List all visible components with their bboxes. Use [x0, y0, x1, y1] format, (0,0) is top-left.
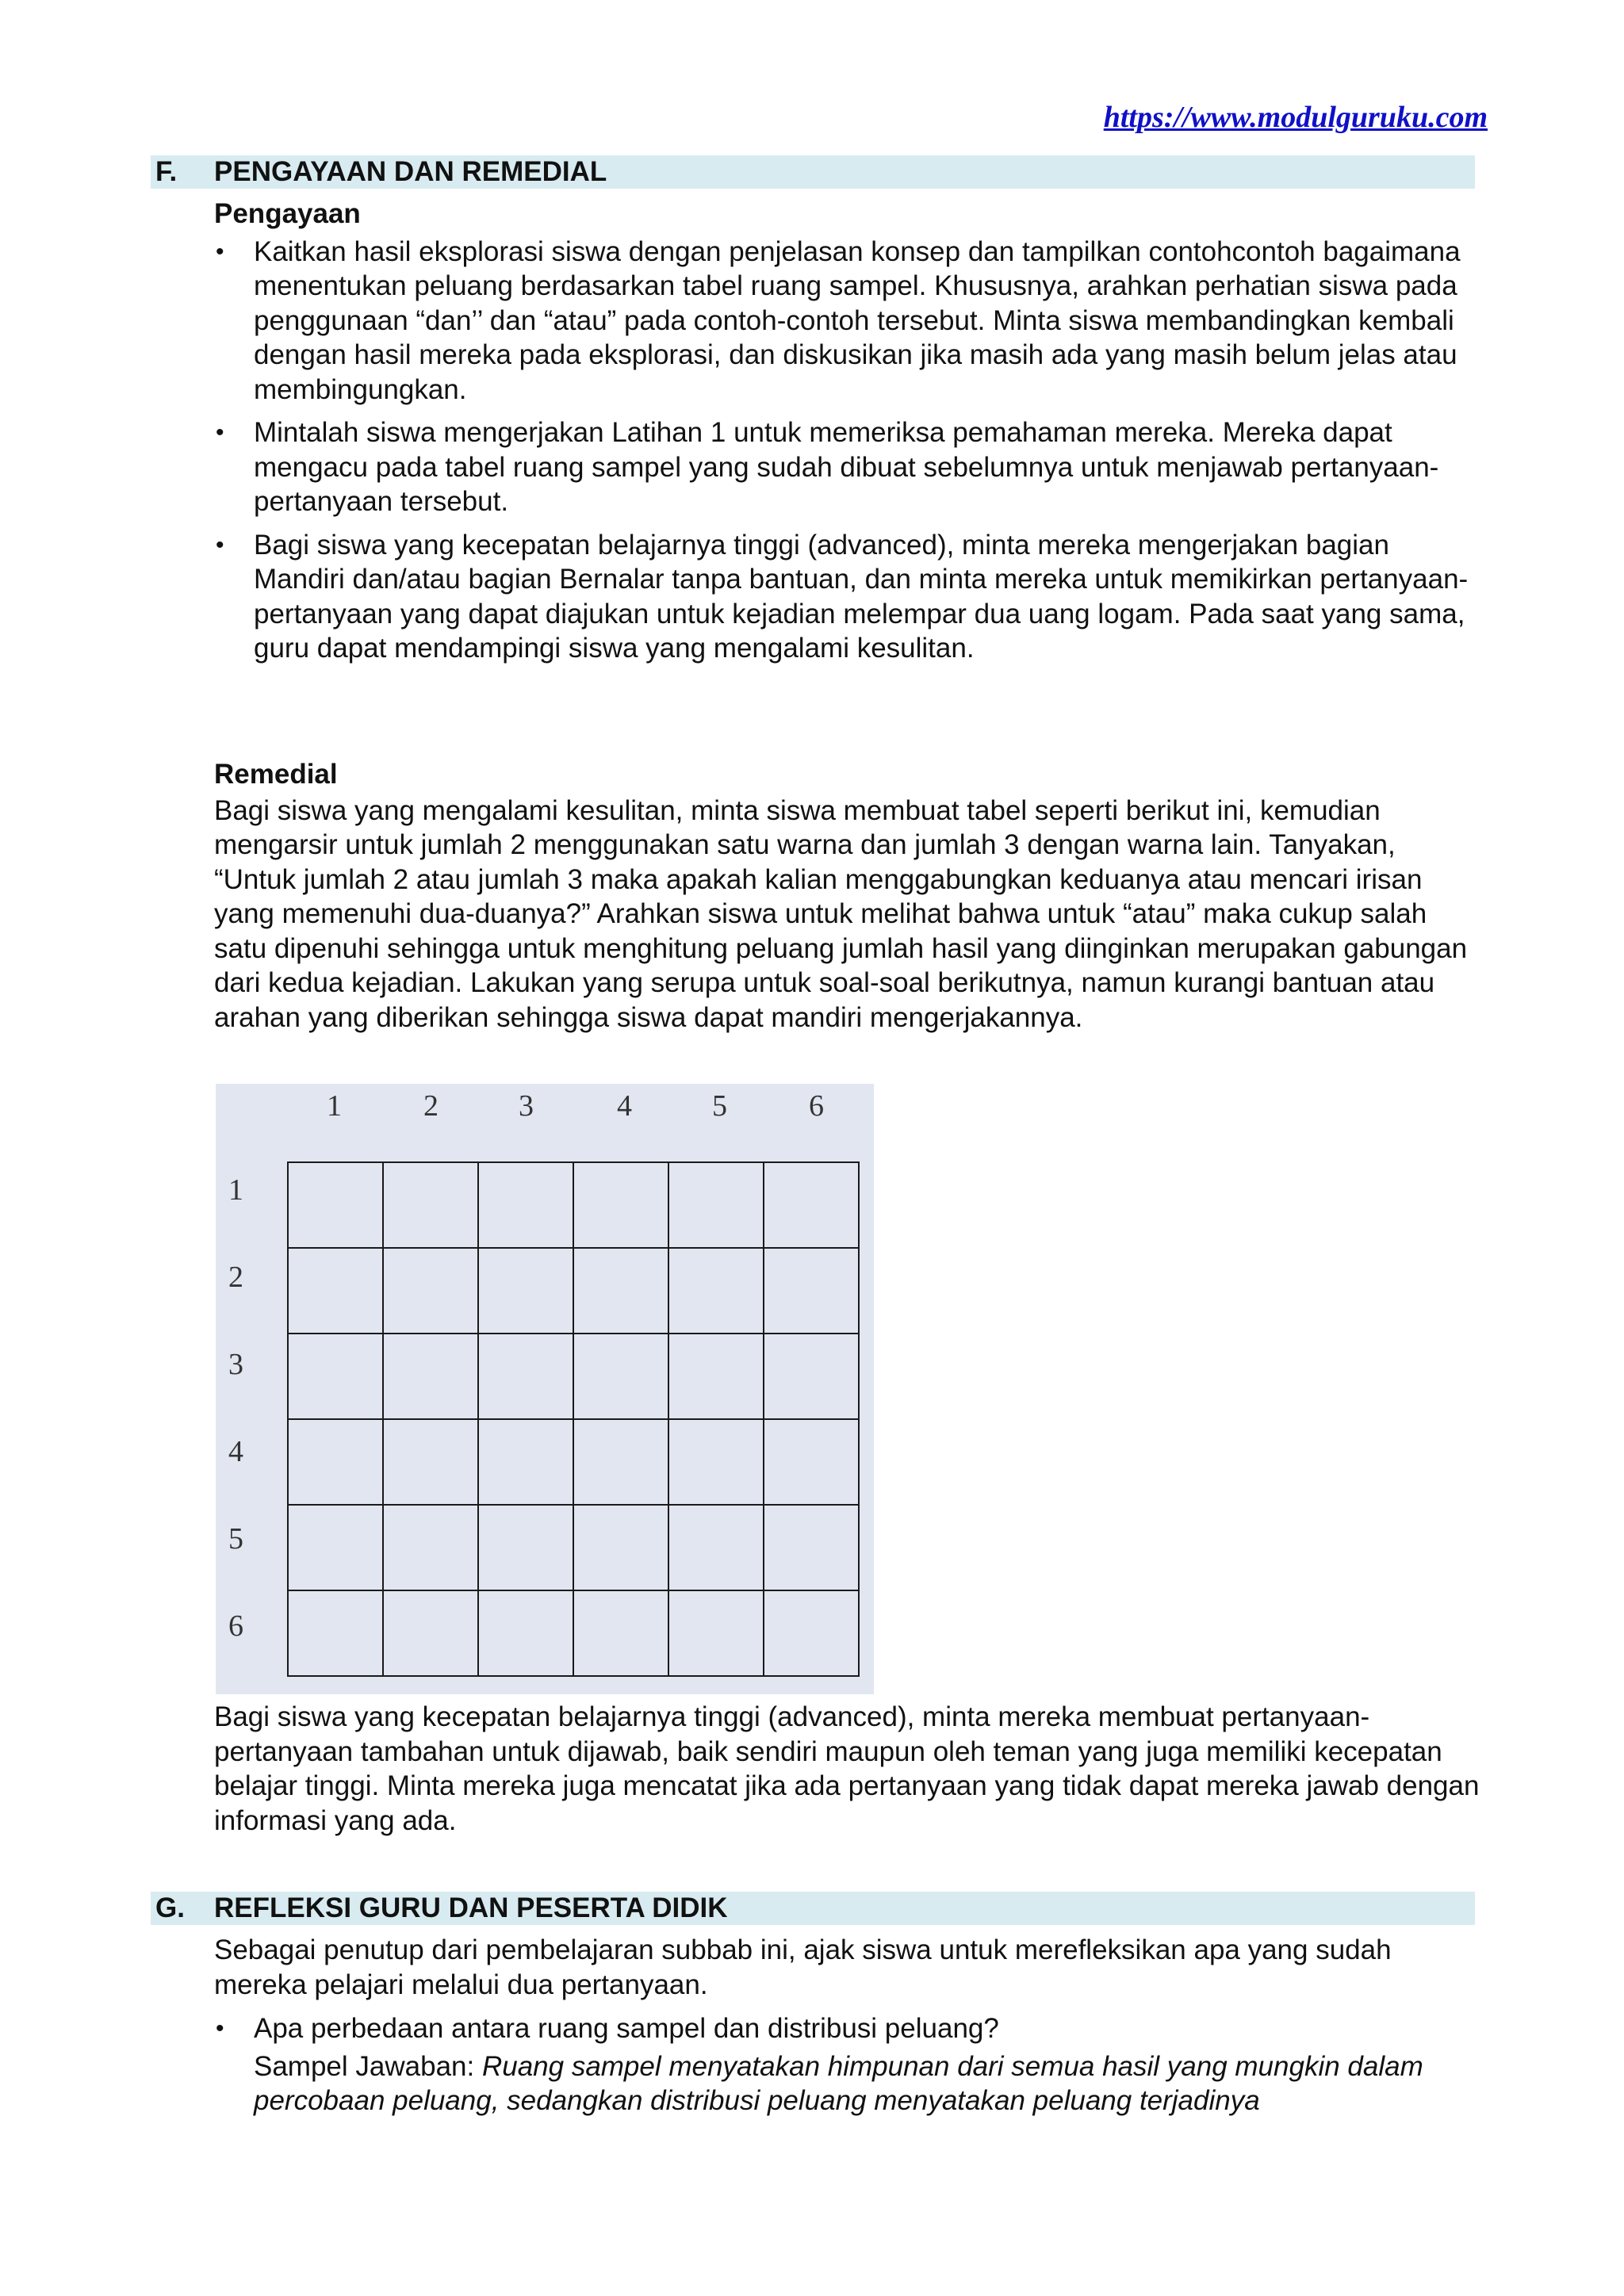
list-item [214, 2011, 1483, 2118]
row-label: 6 [228, 1609, 243, 1643]
sample-answer [254, 2049, 1483, 2118]
grid-cell [668, 1247, 764, 1334]
pengayaan-list [214, 235, 1483, 666]
answer-label: Sampel Jawaban: [254, 2050, 482, 2082]
grid-cell [477, 1333, 574, 1420]
column-label: 2 [423, 1089, 439, 1123]
grid-cell [477, 1504, 574, 1591]
remedial-heading: Remedial [214, 759, 338, 790]
grid-cell [382, 1161, 479, 1249]
grid-cell [287, 1247, 384, 1334]
grid-cell [763, 1418, 860, 1506]
column-label: 1 [327, 1089, 342, 1123]
remedial-paragraph-2: Bagi siswa yang kecepatan belajarnya tinggi (advanced), minta mereka membuat pertanyaan-pertanyaan tambahan untuk dijawab, baik sendiri maupun oleh teman yang juga memiliki kecepatan belajar tinggi. Minta mereka juga mencatat jika ada pertanyaan yang tidak dapat mereka jawab dengan informasi yang ada. [214, 1701, 1480, 1836]
row-label: 2 [228, 1261, 243, 1294]
grid-cell [287, 1418, 384, 1506]
grid-cell [763, 1161, 860, 1249]
sample-space-grid [216, 1084, 874, 1694]
grid-cell [573, 1590, 669, 1677]
pengayaan-bullet-1: Kaitkan hasil eksplorasi siswa dengan penjelasan konsep dan tampilkan contohcontoh bagaimana menentukan peluang berdasarkan tabel ruang sampel. Khususnya, arahkan perhatian siswa pada penggunaan “dan’’ dan “atau” pada contoh-contoh tersebut. Minta siswa membandingkan kembali dengan hasil mereka pada eksplorasi, dan diskusikan jika masih ada yang masih belum jelas atau membingungkan. [254, 235, 1461, 405]
grid-cell [668, 1161, 764, 1249]
grid-cell [382, 1504, 479, 1591]
section-f-title: PENGAYAAN DAN REMEDIAL [214, 156, 607, 187]
grid-cell [382, 1418, 479, 1506]
grid-cell [763, 1590, 860, 1677]
grid-cell [573, 1504, 669, 1591]
grid-cell [477, 1418, 574, 1506]
list-item [214, 415, 1483, 519]
row-label: 3 [228, 1348, 243, 1381]
pengayaan-heading: Pengayaan [214, 198, 361, 229]
pengayaan-bullet-3: Bagi siswa yang kecepatan belajarnya tinggi (advanced), minta mereka mengerjakan bagian Mandiri dan/atau bagian Bernalar tanpa bantuan, dan minta mereka untuk memikirkan pertanyaan-pertanyaan yang dapat diajukan untuk kejadian melempar dua uang logam. Pada saat yang sama, guru dapat mendampingi siswa yang mengalami kesulitan. [254, 529, 1469, 664]
column-label: 4 [617, 1089, 632, 1123]
section-f-letter: F. [155, 156, 178, 187]
remedial-paragraph-1: Bagi siswa yang mengalami kesulitan, minta siswa membuat tabel seperti berikut ini, kemudian mengarsir untuk jumlah 2 menggunakan satu warna dan jumlah 3 dengan warna lain. Tanyakan, “Untuk jumlah 2 atau jumlah 3 maka apakah kalian menggabungkan keduanya atau mencari irisan yang memenuhi dua-duanya?” Arahkan siswa untuk melihat bahwa untuk “atau” maka cukup salah satu dipenuhi sehingga untuk menghitung peluang jumlah hasil yang diinginkan merupakan gabungan dari kedua kejadian. Lakukan yang serupa untuk soal-soal berikutnya, namun kurangi bantuan atau arahan yang diberikan sehingga siswa dapat mandiri mengerjakannya. [214, 794, 1468, 1033]
refleksi-question-1: Apa perbedaan antara ruang sampel dan distribusi peluang? [254, 2013, 999, 2044]
grid-cell [382, 1247, 479, 1334]
grid-cell [668, 1333, 764, 1420]
row-label: 1 [228, 1173, 243, 1207]
grid-cell [573, 1418, 669, 1506]
refleksi-block [214, 1933, 1483, 2127]
bullet-icon: • [216, 531, 224, 558]
website-link[interactable]: https://www.modulguruku.com [1103, 101, 1488, 134]
grid-cell [573, 1247, 669, 1334]
grid-cell [668, 1590, 764, 1677]
row-label: 5 [228, 1522, 243, 1556]
row-label: 4 [228, 1435, 243, 1468]
section-g-title: REFLEKSI GURU DAN PESERTA DIDIK [214, 1892, 728, 1923]
grid-cell [477, 1590, 574, 1677]
answer-text: Ruang sampel menyatakan himpunan dari semua hasil yang mungkin dalam percobaan peluang, sedangkan distribusi peluang menyatakan peluang terjadinya [254, 2050, 1423, 2116]
list-item [214, 528, 1483, 666]
grid-cell [668, 1418, 764, 1506]
column-label: 6 [809, 1089, 824, 1123]
grid-cell [287, 1333, 384, 1420]
grid-cell [763, 1247, 860, 1334]
grid-cell [763, 1504, 860, 1591]
grid-cell [382, 1333, 479, 1420]
remedial-block [214, 757, 1483, 1035]
grid-cell [287, 1161, 384, 1249]
column-label: 3 [519, 1089, 534, 1123]
grid-cell [573, 1161, 669, 1249]
grid-cell [287, 1504, 384, 1591]
grid-cell [668, 1504, 764, 1591]
section-g-letter: G. [155, 1892, 185, 1923]
bullet-icon: • [216, 419, 224, 446]
grid-cell [763, 1333, 860, 1420]
bullet-icon: • [216, 238, 224, 265]
pengayaan-bullet-2: Mintalah siswa mengerjakan Latihan 1 untuk memeriksa pemahaman mereka. Mereka dapat mengacu pada tabel ruang sampel yang sudah dibuat sebelumnya untuk menjawab pertanyaan-pertanyaan tersebut. [254, 417, 1439, 517]
refleksi-list [214, 2011, 1483, 2118]
remedial-advanced-block [214, 1700, 1483, 1838]
pengayaan-block [214, 197, 1483, 675]
grid-cell [287, 1590, 384, 1677]
grid-cell [382, 1590, 479, 1677]
refleksi-intro: Sebagai penutup dari pembelajaran subbab ini, ajak siswa untuk merefleksikan apa yang sudah mereka pelajari melalui dua pertanyaan. [214, 1934, 1392, 2000]
list-item [214, 235, 1483, 408]
grid-cell [477, 1247, 574, 1334]
bullet-icon: • [216, 2015, 224, 2042]
grid-cell [477, 1161, 574, 1249]
column-label: 5 [712, 1089, 727, 1123]
grid-cell [573, 1333, 669, 1420]
